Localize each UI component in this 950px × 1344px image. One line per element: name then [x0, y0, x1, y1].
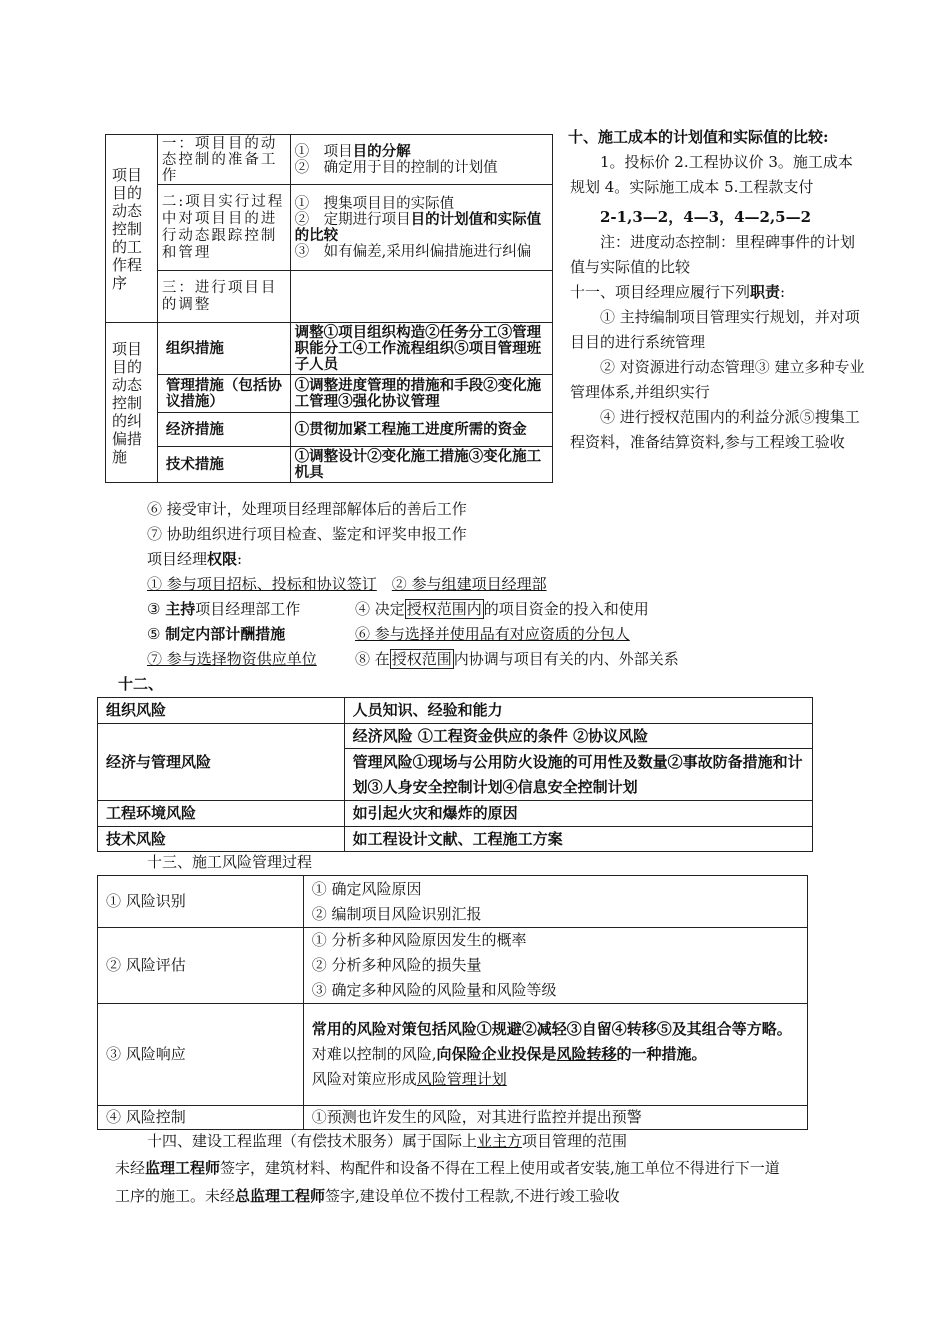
group1-label: 项目目的动态控制的工作程序 [106, 135, 158, 323]
process-identify: ① 风险识别 [98, 876, 304, 928]
sec14-paragraph: 未经监理工程师签字，建筑材料、构配件和设备不得在工程上使用或者安装,施工单位不得进行下一道 工序的施工。未经总监理工程师签字,建设单位不拨付工程款,不进行竣工验收 [115, 1159, 780, 1205]
authority-row-3: ⑤ 制定内部计酬措施 ⑥ 参与选择并使用品有对应资质的分包人 [147, 625, 630, 643]
measure-technical: 技术措施 [157, 447, 290, 483]
duty-2: ② 对资源进行动态管理③ 建立多种专业管理体系,并组织实行 [570, 358, 865, 401]
risk-technical: 技术风险 [98, 827, 345, 852]
measure-economic: 经济措施 [157, 413, 290, 447]
process-respond-content: 常用的风险对策包括风险①规避②减轻③自留④转移⑤及其组合等方略。对难以控制的风险,向保险企业投保是风险转移的一种措施。 风险对策应形成风险管理计划 [303, 1004, 807, 1106]
sec13-title: 十三、施工风险管理过程 [147, 853, 313, 871]
sec14-title: 十四、建设工程监理（有偿技术服务）属于国际上业主方项目管理的范围 [147, 1132, 628, 1150]
sec10-title: 十、施工成本的计划值和实际值的比较: [568, 128, 829, 146]
process-control-items: ①预测也许发生的风险，对其进行监控并提出预警 [303, 1106, 807, 1130]
sec12-title: 十二、 [118, 675, 164, 693]
duty-1: ① 主持编制项目管理实行规划，并对项目目的进行系统管理 [570, 308, 860, 351]
measure-management-content: ①调整进度管理的措施和手段②变化施工管理③强化协议管理 [290, 375, 552, 413]
measure-economic-content: ①贯彻加紧工程施工进度所需的资金 [290, 413, 552, 447]
measure-management: 管理措施（包括协议措施） [157, 375, 290, 413]
process-identify-items: ① 确定风险原因 ② 编制项目风险识别汇报 [303, 876, 807, 928]
risk-economic-management: 经济与管理风险 [98, 724, 345, 801]
measure-organization: 组织措施 [157, 323, 290, 375]
risk-organization-desc: 人员知识、经验和能力 [344, 698, 812, 724]
risk-technical-desc: 如工程设计文献、工程施工方案 [344, 827, 812, 852]
step1-name: 一：项目目的动态控制的准备工作 [157, 135, 290, 185]
step1-content: ① 项目目的分解 ② 确定用于目的控制的计划值 [290, 135, 552, 185]
risk-management-desc: 管理风险①现场与公用防火设施的可用性及数量②事故防备措施和计划③人身安全控制计划④信息安全控制计划 [344, 749, 812, 801]
sec11-title: 十一、项目经理应履行下列职责: [570, 283, 786, 301]
authority-title: 项目经理权限: [147, 550, 243, 568]
step3-content [290, 271, 552, 323]
middle-section [147, 497, 847, 672]
measure-organization-content: 调整①项目组织构造②任务分工③管理职能分工④工作流程组织⑤项目管理班子人员 [290, 323, 552, 375]
risk-economic-desc: 经济风险 ①工程资金供应的条件 ②协议风险 [344, 724, 812, 749]
process-assess: ② 风险评估 [98, 928, 304, 1004]
authority-row-2: ③ 主持项目经理部工作 ④ 决定 授权范围内 的项目资金的投入和使用 [147, 600, 649, 618]
step2-content: ① 搜集项目目的实际值 ② 定期进行项目目的计划值和实际值的比较 ③ 如有偏差,采用纠偏措施进行纠偏 [290, 185, 552, 271]
duty-6: ⑥ 接受审计，处理项目经理部解体后的善后工作 [147, 500, 467, 518]
dynamic-control-table [105, 134, 553, 483]
step3-name: 三：进行项目目的调整 [157, 271, 290, 323]
risk-environment-desc: 如引起火灾和爆炸的原因 [344, 801, 812, 827]
risk-organization: 组织风险 [98, 698, 345, 724]
process-control: ④ 风险控制 [98, 1106, 304, 1130]
right-column [570, 125, 866, 455]
duty-7: ⑦ 协助组织进行项目检查、鉴定和评奖申报工作 [147, 525, 467, 543]
process-respond: ③ 风险响应 [98, 1004, 304, 1106]
risk-category-table [97, 697, 813, 852]
authority-row-1: ① 参与项目招标、投标和协议签订 ② 参与组建项目经理部 [147, 575, 547, 593]
process-assess-items: ① 分析多种风险原因发生的概率 ② 分析多种风险的损失量 ③ 确定多种风险的风险量和风险等级 [303, 928, 807, 1004]
risk-environment: 工程环境风险 [98, 801, 345, 827]
sec10-body: 1。投标价 2.工程协议价 3。施工成本规划 4。实际施工成本 5.工程款支付 [570, 153, 853, 196]
sec10-note: 注：进度动态控制：里程碑事件的计划值与实际值的比较 [570, 233, 856, 276]
sec10-pairs: 2-1,3—2，4—3，4—2,5—2 [600, 208, 812, 226]
duty-3: ④ 进行授权范围内的利益分派⑤搜集工程资料，准备结算资料,参与工程竣工验收 [570, 408, 860, 451]
measure-technical-content: ①调整设计②变化施工措施③变化施工机具 [290, 447, 552, 483]
group2-label: 项目目的动态控制的纠偏措施 [106, 323, 158, 483]
step2-name: 二:项目实行过程中对项目目的进行动态跟踪控制和管理 [157, 185, 290, 271]
authority-row-4: ⑦ 参与选择物资供应单位 ⑧ 在 授权范围 内协调与项目有关的内、外部关系 [147, 650, 679, 668]
risk-process-table [97, 875, 808, 1130]
